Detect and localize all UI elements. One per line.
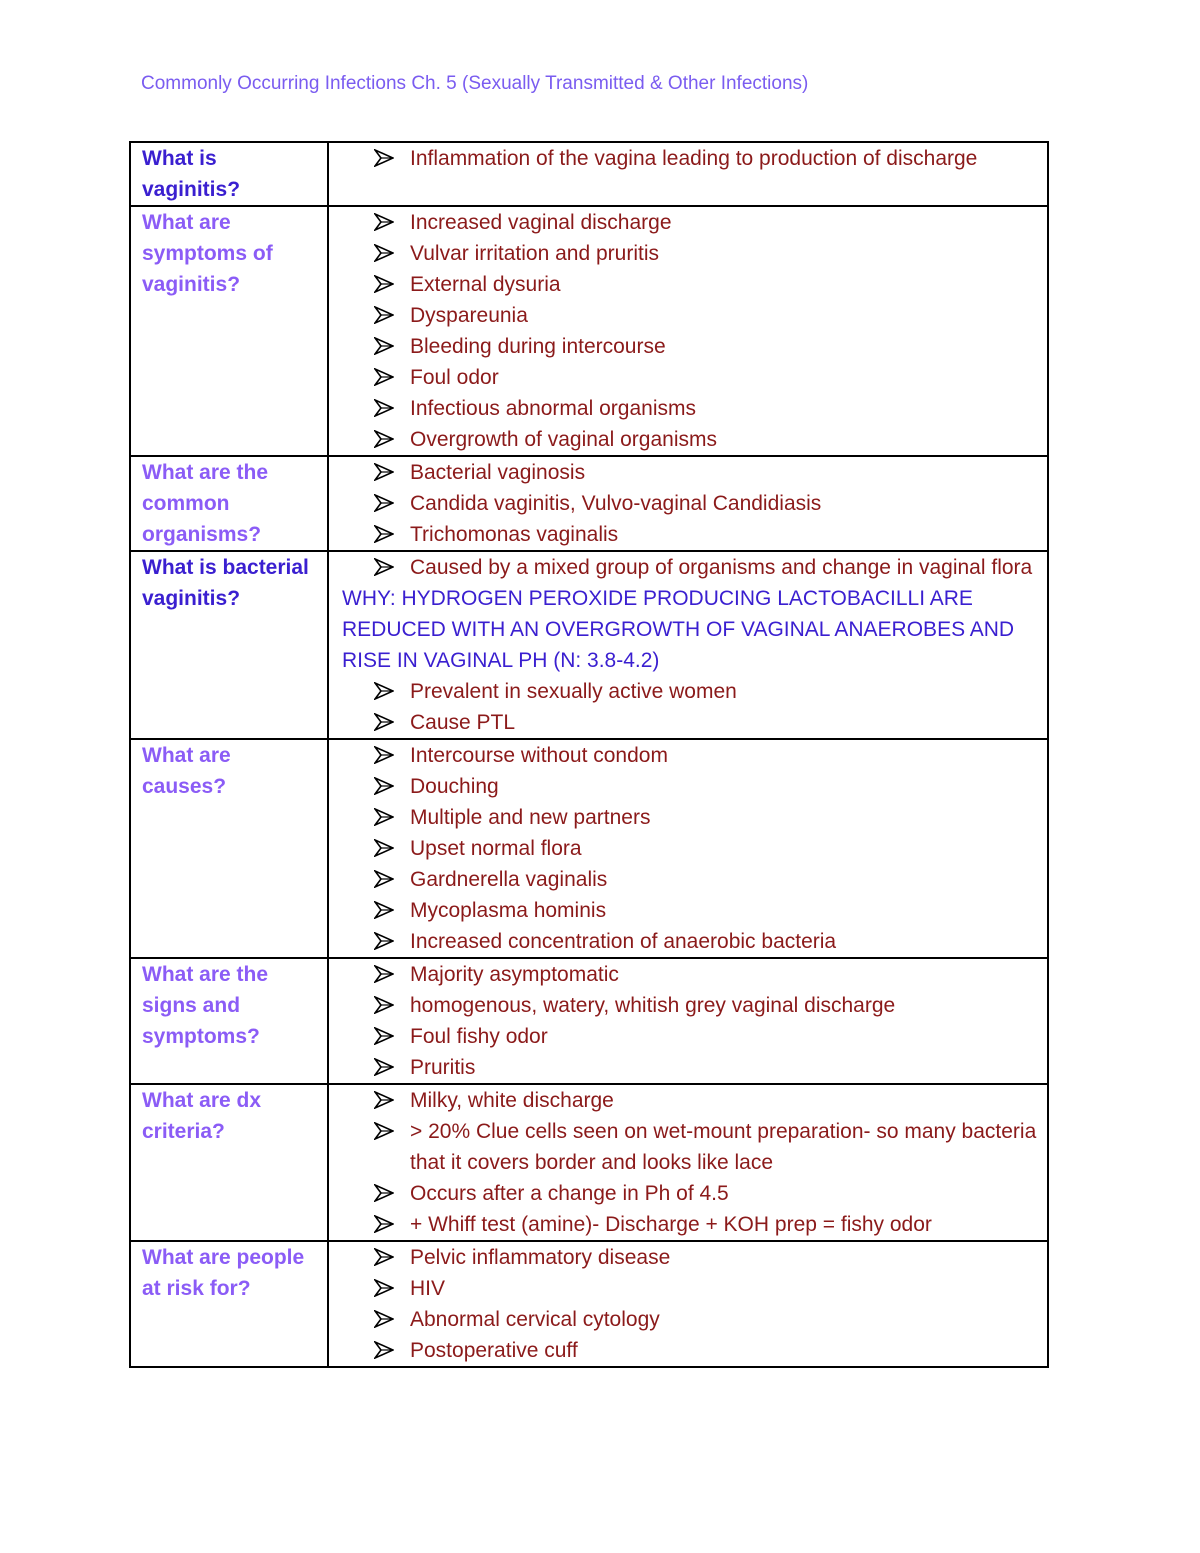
bullet-text: Abnormal cervical cytology (410, 1308, 660, 1331)
bullet-item (340, 1178, 1037, 1209)
bullet-item (340, 802, 1037, 833)
bullet-list (340, 676, 1037, 738)
right-arrow-icon (374, 1052, 394, 1083)
bullet-text: Pelvic inflammatory disease (410, 1246, 671, 1269)
right-arrow-icon (374, 552, 394, 583)
right-arrow-icon (374, 1304, 394, 1335)
right-arrow-icon (374, 1178, 394, 1209)
bullet-list (340, 1085, 1037, 1240)
bullet-item (340, 676, 1037, 707)
bullet-text: Increased concentration of anaerobic bacteria (410, 930, 837, 953)
question-cell: What are symptoms of vaginitis? (130, 206, 328, 456)
table-row (130, 206, 1048, 456)
bullet-item (340, 1021, 1037, 1052)
bullet-item (340, 207, 1037, 238)
bullet-item (340, 864, 1037, 895)
right-arrow-icon (374, 990, 394, 1021)
answer-cell (328, 739, 1048, 958)
document-header: Commonly Occurring Infections Ch. 5 (Sexually Transmitted & Other Infections) (141, 73, 809, 94)
right-arrow-icon (374, 802, 394, 833)
bullet-item (340, 833, 1037, 864)
question-cell: What are the common organisms? (130, 456, 328, 551)
bullet-item (340, 393, 1037, 424)
bullet-item (340, 740, 1037, 771)
right-arrow-icon (374, 1085, 394, 1116)
right-arrow-icon (374, 424, 394, 455)
bullet-text: Cause PTL (410, 711, 516, 734)
table-row (130, 739, 1048, 958)
bullet-text: Majority asymptomatic (410, 963, 619, 986)
bullet-list (340, 207, 1037, 455)
bullet-text: Bacterial vaginosis (410, 461, 586, 484)
right-arrow-icon (374, 1273, 394, 1304)
bullet-text: External dysuria (410, 273, 561, 296)
bullet-text: Gardnerella vaginalis (410, 868, 608, 891)
table-row (130, 958, 1048, 1084)
table-row (130, 1241, 1048, 1367)
answer-cell (328, 958, 1048, 1084)
bullet-text: homogenous, watery, whitish grey vaginal discharge (410, 994, 896, 1017)
bullet-item (340, 1116, 1037, 1178)
answer-cell (328, 206, 1048, 456)
bullet-item (340, 1242, 1037, 1273)
bullet-item (340, 1085, 1037, 1116)
bullet-item (340, 424, 1037, 455)
bullet-text: Intercourse without condom (410, 744, 668, 767)
question-cell: What are causes? (130, 739, 328, 958)
bullet-item (340, 959, 1037, 990)
bullet-text: Upset normal flora (410, 837, 582, 860)
question-cell: What is vaginitis? (130, 142, 328, 206)
why-note: WHY: HYDROGEN PEROXIDE PRODUCING LACTOBACILLI ARE REDUCED WITH AN OVERGROWTH OF VAGINAL ANAEROBES AND RISE IN VAGINAL PH (N: 3.8-4.2) (342, 587, 1015, 672)
bullet-text: Mycoplasma hominis (410, 899, 607, 922)
right-arrow-icon (374, 676, 394, 707)
table-row (130, 551, 1048, 739)
right-arrow-icon (374, 331, 394, 362)
bullet-item (340, 143, 1037, 174)
bullet-item (340, 362, 1037, 393)
bullet-item (340, 488, 1037, 519)
bullet-list (340, 959, 1037, 1083)
bullet-text: Bleeding during intercourse (410, 335, 666, 358)
answer-cell (328, 551, 1048, 739)
bullet-item (340, 552, 1037, 583)
bullet-item (340, 771, 1037, 802)
right-arrow-icon (374, 1242, 394, 1273)
right-arrow-icon (374, 707, 394, 738)
bullet-item (340, 519, 1037, 550)
question-cell: What are dx criteria? (130, 1084, 328, 1241)
right-arrow-icon (374, 238, 394, 269)
bullet-text: Candida vaginitis, Vulvo-vaginal Candidiasis (410, 492, 822, 515)
bullet-item (340, 990, 1037, 1021)
bullet-text: Foul odor (410, 366, 499, 389)
bullet-item (340, 331, 1037, 362)
bullet-text: Occurs after a change in Ph of 4.5 (410, 1182, 729, 1205)
right-arrow-icon (374, 143, 394, 174)
bullet-list (340, 457, 1037, 550)
bullet-item (340, 895, 1037, 926)
table-row (130, 456, 1048, 551)
question-cell: What are the signs and symptoms? (130, 958, 328, 1084)
bullet-list (340, 740, 1037, 957)
bullet-text: Postoperative cuff (410, 1339, 578, 1362)
bullet-item (340, 926, 1037, 957)
bullet-text: > 20% Clue cells seen on wet-mount preparation- so many bacteria that it covers border and looks like lace (410, 1120, 1037, 1174)
bullet-item (340, 300, 1037, 331)
right-arrow-icon (374, 926, 394, 957)
bullet-list (340, 1242, 1037, 1366)
answer-cell (328, 1241, 1048, 1367)
right-arrow-icon (374, 300, 394, 331)
right-arrow-icon (374, 833, 394, 864)
right-arrow-icon (374, 1209, 394, 1240)
right-arrow-icon (374, 457, 394, 488)
right-arrow-icon (374, 488, 394, 519)
question-cell: What are people at risk for? (130, 1241, 328, 1367)
right-arrow-icon (374, 959, 394, 990)
bullet-item (340, 1052, 1037, 1083)
bullet-item (340, 707, 1037, 738)
bullet-text: Trichomonas vaginalis (410, 523, 619, 546)
bullet-item (340, 1304, 1037, 1335)
right-arrow-icon (374, 393, 394, 424)
bullet-text: Increased vaginal discharge (410, 211, 672, 234)
table-row (130, 1084, 1048, 1241)
right-arrow-icon (374, 207, 394, 238)
right-arrow-icon (374, 269, 394, 300)
bullet-item (340, 238, 1037, 269)
bullet-list (340, 552, 1037, 583)
question-cell: What is bacterial vaginitis? (130, 551, 328, 739)
bullet-item (340, 1335, 1037, 1366)
bullet-text: Infectious abnormal organisms (410, 397, 696, 420)
bullet-text: + Whiff test (amine)- Discharge + KOH prep = fishy odor (410, 1213, 932, 1236)
bullet-text: Dyspareunia (410, 304, 528, 327)
right-arrow-icon (374, 740, 394, 771)
bullet-item (340, 457, 1037, 488)
answer-cell (328, 1084, 1048, 1241)
bullet-text: Multiple and new partners (410, 806, 651, 829)
answer-cell (328, 456, 1048, 551)
bullet-text: Pruritis (410, 1056, 476, 1079)
right-arrow-icon (374, 1116, 394, 1147)
qa-table (129, 141, 1049, 1368)
right-arrow-icon (374, 362, 394, 393)
bullet-item (340, 269, 1037, 300)
answer-cell (328, 142, 1048, 206)
bullet-text: Foul fishy odor (410, 1025, 548, 1048)
bullet-list (340, 143, 1037, 174)
bullet-text: Milky, white discharge (410, 1089, 614, 1112)
bullet-text: Prevalent in sexually active women (410, 680, 737, 703)
bullet-text: Douching (410, 775, 499, 798)
bullet-text: HIV (410, 1277, 446, 1300)
right-arrow-icon (374, 895, 394, 926)
bullet-item (340, 1273, 1037, 1304)
right-arrow-icon (374, 864, 394, 895)
bullet-text: Caused by a mixed group of organisms and change in vaginal flora (410, 556, 1033, 579)
right-arrow-icon (374, 771, 394, 802)
table-row (130, 142, 1048, 206)
bullet-item (340, 1209, 1037, 1240)
right-arrow-icon (374, 519, 394, 550)
bullet-text: Overgrowth of vaginal organisms (410, 428, 717, 451)
bullet-text: Vulvar irritation and pruritis (410, 242, 659, 265)
right-arrow-icon (374, 1021, 394, 1052)
bullet-text: Inflammation of the vagina leading to production of discharge (410, 147, 978, 170)
right-arrow-icon (374, 1335, 394, 1366)
